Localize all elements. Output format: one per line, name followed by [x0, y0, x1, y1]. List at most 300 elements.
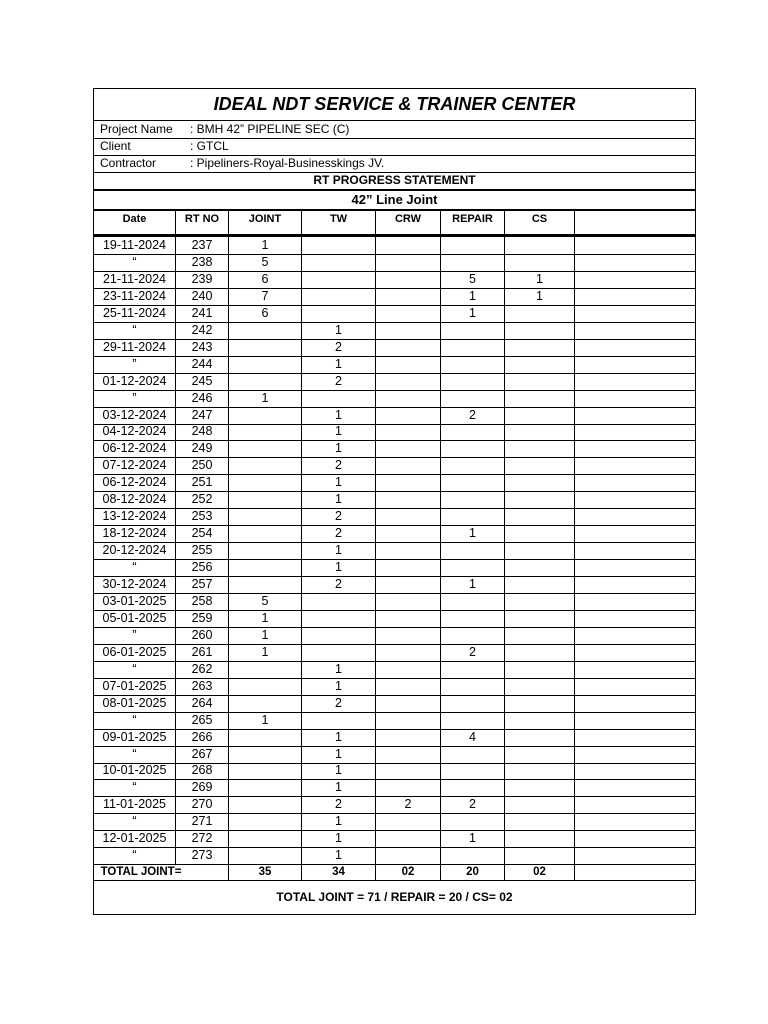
cell-repair — [441, 491, 505, 508]
cell-cs — [505, 237, 575, 254]
cell-date: 20-12-2024 — [94, 542, 176, 559]
cell-rt-no: 265 — [176, 712, 229, 729]
cell-tw: 2 — [302, 525, 376, 542]
cell-tw: 1 — [302, 474, 376, 491]
cell-extra — [575, 457, 695, 474]
info-value: : Pipeliners-Royal-Businesskings JV. — [190, 156, 385, 170]
cell-joint — [229, 678, 302, 695]
cell-repair — [441, 695, 505, 712]
total-label: TOTAL JOINT= — [94, 864, 229, 880]
cell-date: 05-01-2025 — [94, 610, 176, 627]
table-row — [94, 661, 695, 679]
cell-joint — [229, 746, 302, 763]
cell-tw: 1 — [302, 729, 376, 746]
cell-joint — [229, 508, 302, 525]
cell-joint: 5 — [229, 593, 302, 610]
cell-extra — [575, 373, 695, 390]
cell-date: ” — [94, 356, 176, 373]
cell-crw — [376, 779, 441, 796]
cell-cs — [505, 678, 575, 695]
table-row — [94, 254, 695, 272]
info-row — [94, 138, 695, 156]
info-value: : GTCL — [190, 139, 229, 153]
cell-repair — [441, 356, 505, 373]
cell-repair — [441, 593, 505, 610]
cell-date: “ — [94, 813, 176, 830]
cell-repair — [441, 339, 505, 356]
col-header-extra — [575, 210, 695, 234]
cell-cs — [505, 762, 575, 779]
cell-cs — [505, 542, 575, 559]
cell-extra — [575, 559, 695, 576]
cell-date: “ — [94, 322, 176, 339]
cell-date: “ — [94, 712, 176, 729]
table-row — [94, 407, 695, 425]
cell-tw: 2 — [302, 576, 376, 593]
cell-extra — [575, 610, 695, 627]
cell-cs: 1 — [505, 271, 575, 288]
cell-crw — [376, 254, 441, 271]
cell-cs — [505, 847, 575, 864]
cell-rt-no: 246 — [176, 390, 229, 407]
cell-date: 06-01-2025 — [94, 644, 176, 661]
table-row — [94, 610, 695, 628]
cell-date: “ — [94, 254, 176, 271]
cell-rt-no: 239 — [176, 271, 229, 288]
cell-cs — [505, 390, 575, 407]
col-header-crw: CRW — [376, 210, 441, 234]
cell-rt-no: 243 — [176, 339, 229, 356]
cell-repair: 2 — [441, 644, 505, 661]
info-row — [94, 121, 695, 139]
cell-tw: 1 — [302, 491, 376, 508]
cell-cs — [505, 356, 575, 373]
cell-date: 29-11-2024 — [94, 339, 176, 356]
cell-tw: 2 — [302, 339, 376, 356]
cell-joint — [229, 339, 302, 356]
table-row — [94, 813, 695, 831]
cell-joint: 1 — [229, 627, 302, 644]
cell-crw — [376, 525, 441, 542]
cell-crw — [376, 271, 441, 288]
cell-repair — [441, 440, 505, 457]
cell-tw — [302, 305, 376, 322]
cell-repair — [441, 508, 505, 525]
cell-rt-no: 257 — [176, 576, 229, 593]
cell-rt-no: 244 — [176, 356, 229, 373]
cell-date: 19-11-2024 — [94, 237, 176, 254]
cell-joint: 1 — [229, 610, 302, 627]
cell-crw — [376, 559, 441, 576]
cell-rt-no: 238 — [176, 254, 229, 271]
cell-extra — [575, 542, 695, 559]
cell-crw — [376, 423, 441, 440]
cell-date: “ — [94, 661, 176, 678]
cell-cs — [505, 627, 575, 644]
cell-extra — [575, 813, 695, 830]
table-row — [94, 440, 695, 458]
cell-extra — [575, 508, 695, 525]
cell-joint — [229, 542, 302, 559]
cell-extra — [575, 305, 695, 322]
cell-crw — [376, 474, 441, 491]
cell-tw: 1 — [302, 678, 376, 695]
cell-repair — [441, 373, 505, 390]
cell-joint — [229, 576, 302, 593]
cell-repair — [441, 559, 505, 576]
cell-crw — [376, 373, 441, 390]
table-row — [94, 373, 695, 391]
cell-tw: 2 — [302, 457, 376, 474]
cell-rt-no: 263 — [176, 678, 229, 695]
cell-tw: 1 — [302, 440, 376, 457]
cell-crw — [376, 305, 441, 322]
cell-crw — [376, 729, 441, 746]
cell-joint — [229, 440, 302, 457]
cell-date: 18-12-2024 — [94, 525, 176, 542]
cell-extra — [575, 525, 695, 542]
cell-extra — [575, 576, 695, 593]
total-extra — [575, 864, 695, 880]
cell-date: 04-12-2024 — [94, 423, 176, 440]
cell-rt-no: 252 — [176, 491, 229, 508]
cell-repair — [441, 457, 505, 474]
cell-cs — [505, 525, 575, 542]
cell-extra — [575, 288, 695, 305]
info-label: Contractor — [100, 156, 157, 170]
cell-joint — [229, 729, 302, 746]
cell-rt-no: 241 — [176, 305, 229, 322]
cell-tw — [302, 288, 376, 305]
table-row — [94, 576, 695, 594]
table-row — [94, 474, 695, 492]
cell-date: 06-12-2024 — [94, 440, 176, 457]
cell-repair: 1 — [441, 288, 505, 305]
cell-tw: 1 — [302, 407, 376, 424]
cell-extra — [575, 254, 695, 271]
cell-rt-no: 271 — [176, 813, 229, 830]
cell-crw — [376, 542, 441, 559]
cell-cs — [505, 746, 575, 763]
col-header-tw: TW — [302, 210, 376, 234]
cell-repair — [441, 254, 505, 271]
cell-joint — [229, 373, 302, 390]
cell-joint — [229, 423, 302, 440]
cell-cs — [505, 559, 575, 576]
cell-joint: 1 — [229, 712, 302, 729]
cell-repair — [441, 746, 505, 763]
cell-rt-no: 268 — [176, 762, 229, 779]
table-row — [94, 322, 695, 340]
cell-crw — [376, 237, 441, 254]
cell-extra — [575, 423, 695, 440]
cell-repair — [441, 779, 505, 796]
cell-crw — [376, 695, 441, 712]
table-row — [94, 644, 695, 662]
cell-cs — [505, 305, 575, 322]
cell-date: “ — [94, 847, 176, 864]
cell-extra — [575, 661, 695, 678]
cell-joint: 7 — [229, 288, 302, 305]
cell-crw — [376, 830, 441, 847]
cell-joint — [229, 457, 302, 474]
cell-rt-no: 245 — [176, 373, 229, 390]
cell-date: “ — [94, 779, 176, 796]
cell-crw — [376, 627, 441, 644]
cell-repair — [441, 712, 505, 729]
cell-rt-no: 253 — [176, 508, 229, 525]
table-row — [94, 712, 695, 730]
cell-crw — [376, 610, 441, 627]
total-cs: 02 — [505, 864, 575, 880]
cell-extra — [575, 474, 695, 491]
cell-tw: 1 — [302, 542, 376, 559]
cell-repair: 1 — [441, 576, 505, 593]
cell-crw — [376, 576, 441, 593]
cell-date: “ — [94, 559, 176, 576]
cell-cs — [505, 729, 575, 746]
cell-tw — [302, 237, 376, 254]
cell-crw — [376, 440, 441, 457]
cell-tw: 1 — [302, 813, 376, 830]
line-joint-heading: 42” Line Joint — [94, 190, 695, 211]
cell-extra — [575, 390, 695, 407]
table-row — [94, 356, 695, 374]
cell-extra — [575, 762, 695, 779]
cell-repair: 2 — [441, 407, 505, 424]
table-row — [94, 542, 695, 560]
cell-date: “ — [94, 746, 176, 763]
cell-crw — [376, 593, 441, 610]
cell-extra — [575, 678, 695, 695]
cell-extra — [575, 779, 695, 796]
cell-joint: 1 — [229, 390, 302, 407]
cell-tw: 1 — [302, 423, 376, 440]
cell-rt-no: 266 — [176, 729, 229, 746]
table-row — [94, 525, 695, 543]
cell-crw — [376, 712, 441, 729]
cell-crw — [376, 339, 441, 356]
cell-extra — [575, 729, 695, 746]
cell-crw — [376, 508, 441, 525]
cell-rt-no: 258 — [176, 593, 229, 610]
cell-rt-no: 254 — [176, 525, 229, 542]
cell-tw — [302, 627, 376, 644]
cell-repair — [441, 423, 505, 440]
cell-date: 03-12-2024 — [94, 407, 176, 424]
cell-date: 23-11-2024 — [94, 288, 176, 305]
table-row — [94, 508, 695, 526]
table-row — [94, 847, 695, 865]
cell-crw — [376, 457, 441, 474]
cell-rt-no: 264 — [176, 695, 229, 712]
cell-crw — [376, 678, 441, 695]
col-header-joint: JOINT — [229, 210, 302, 234]
statement-heading: RT PROGRESS STATEMENT — [94, 172, 695, 191]
table-row — [94, 796, 695, 814]
cell-cs — [505, 813, 575, 830]
cell-rt-no: 247 — [176, 407, 229, 424]
cell-tw: 1 — [302, 847, 376, 864]
cell-joint — [229, 525, 302, 542]
cell-repair: 1 — [441, 525, 505, 542]
cell-date: 13-12-2024 — [94, 508, 176, 525]
table-row — [94, 305, 695, 323]
cell-rt-no: 242 — [176, 322, 229, 339]
table-row — [94, 339, 695, 357]
cell-crw — [376, 491, 441, 508]
cell-tw — [302, 390, 376, 407]
table-row — [94, 288, 695, 306]
cell-extra — [575, 237, 695, 254]
table-row — [94, 271, 695, 289]
cell-rt-no: 273 — [176, 847, 229, 864]
cell-rt-no: 259 — [176, 610, 229, 627]
cell-tw — [302, 644, 376, 661]
report-sheet — [93, 88, 696, 915]
cell-joint — [229, 474, 302, 491]
cell-crw — [376, 288, 441, 305]
cell-repair — [441, 813, 505, 830]
cell-extra — [575, 407, 695, 424]
summary-line: TOTAL JOINT = 71 / REPAIR = 20 / CS= 02 — [276, 890, 513, 905]
cell-cs — [505, 610, 575, 627]
cell-date: 07-01-2025 — [94, 678, 176, 695]
cell-tw: 1 — [302, 830, 376, 847]
cell-repair — [441, 661, 505, 678]
cell-tw: 1 — [302, 762, 376, 779]
cell-crw — [376, 762, 441, 779]
info-value: : BMH 42” PIPELINE SEC (C) — [190, 122, 350, 136]
table-row — [94, 423, 695, 441]
cell-date: 03-01-2025 — [94, 593, 176, 610]
cell-joint — [229, 830, 302, 847]
col-header-date: Date — [94, 210, 176, 234]
cell-cs — [505, 373, 575, 390]
cell-extra — [575, 322, 695, 339]
cell-cs — [505, 644, 575, 661]
cell-date: 08-12-2024 — [94, 491, 176, 508]
cell-joint: 6 — [229, 305, 302, 322]
cell-joint — [229, 661, 302, 678]
table-row — [94, 729, 695, 747]
cell-tw: 1 — [302, 559, 376, 576]
cell-cs — [505, 695, 575, 712]
cell-extra — [575, 271, 695, 288]
table-row — [94, 593, 695, 611]
total-crw: 02 — [376, 864, 441, 880]
cell-joint — [229, 559, 302, 576]
cell-joint: 1 — [229, 237, 302, 254]
table-row — [94, 779, 695, 797]
cell-crw — [376, 661, 441, 678]
cell-cs — [505, 491, 575, 508]
cell-cs: 1 — [505, 288, 575, 305]
col-header-repair: REPAIR — [441, 210, 505, 234]
cell-extra — [575, 491, 695, 508]
cell-date: 01-12-2024 — [94, 373, 176, 390]
cell-rt-no: 260 — [176, 627, 229, 644]
cell-tw — [302, 593, 376, 610]
cell-cs — [505, 661, 575, 678]
cell-repair: 4 — [441, 729, 505, 746]
cell-rt-no: 237 — [176, 237, 229, 254]
cell-date: 21-11-2024 — [94, 271, 176, 288]
cell-cs — [505, 423, 575, 440]
cell-joint — [229, 779, 302, 796]
table-row — [94, 830, 695, 848]
cell-rt-no: 262 — [176, 661, 229, 678]
cell-tw: 2 — [302, 373, 376, 390]
cell-rt-no: 255 — [176, 542, 229, 559]
cell-tw: 2 — [302, 695, 376, 712]
cell-crw: 2 — [376, 796, 441, 813]
table-row — [94, 390, 695, 408]
cell-joint — [229, 813, 302, 830]
cell-crw — [376, 746, 441, 763]
cell-rt-no: 270 — [176, 796, 229, 813]
cell-date: 07-12-2024 — [94, 457, 176, 474]
cell-repair — [441, 847, 505, 864]
cell-repair — [441, 678, 505, 695]
cell-joint: 1 — [229, 644, 302, 661]
cell-cs — [505, 440, 575, 457]
cell-repair — [441, 474, 505, 491]
cell-joint — [229, 762, 302, 779]
cell-joint — [229, 356, 302, 373]
cell-extra — [575, 627, 695, 644]
cell-rt-no: 267 — [176, 746, 229, 763]
info-label: Client — [100, 139, 131, 153]
cell-extra — [575, 356, 695, 373]
cell-cs — [505, 779, 575, 796]
cell-repair — [441, 237, 505, 254]
cell-date: 25-11-2024 — [94, 305, 176, 322]
cell-tw: 2 — [302, 508, 376, 525]
cell-extra — [575, 746, 695, 763]
cell-date: 09-01-2025 — [94, 729, 176, 746]
cell-repair: 5 — [441, 271, 505, 288]
cell-crw — [376, 356, 441, 373]
cell-cs — [505, 830, 575, 847]
cell-tw: 1 — [302, 661, 376, 678]
cell-cs — [505, 254, 575, 271]
cell-cs — [505, 593, 575, 610]
total-repair: 20 — [441, 864, 505, 880]
cell-rt-no: 240 — [176, 288, 229, 305]
cell-rt-no: 249 — [176, 440, 229, 457]
table-row — [94, 762, 695, 780]
cell-joint — [229, 322, 302, 339]
cell-cs — [505, 339, 575, 356]
cell-rt-no: 251 — [176, 474, 229, 491]
cell-date: 06-12-2024 — [94, 474, 176, 491]
table-row — [94, 457, 695, 475]
cell-tw — [302, 254, 376, 271]
cell-tw: 1 — [302, 746, 376, 763]
cell-cs — [505, 508, 575, 525]
table-header — [94, 210, 695, 237]
cell-joint — [229, 695, 302, 712]
table-row — [94, 678, 695, 696]
cell-cs — [505, 474, 575, 491]
cell-tw: 1 — [302, 779, 376, 796]
cell-extra — [575, 712, 695, 729]
cell-date: 11-01-2025 — [94, 796, 176, 813]
cell-repair — [441, 610, 505, 627]
cell-tw: 1 — [302, 322, 376, 339]
cell-cs — [505, 796, 575, 813]
